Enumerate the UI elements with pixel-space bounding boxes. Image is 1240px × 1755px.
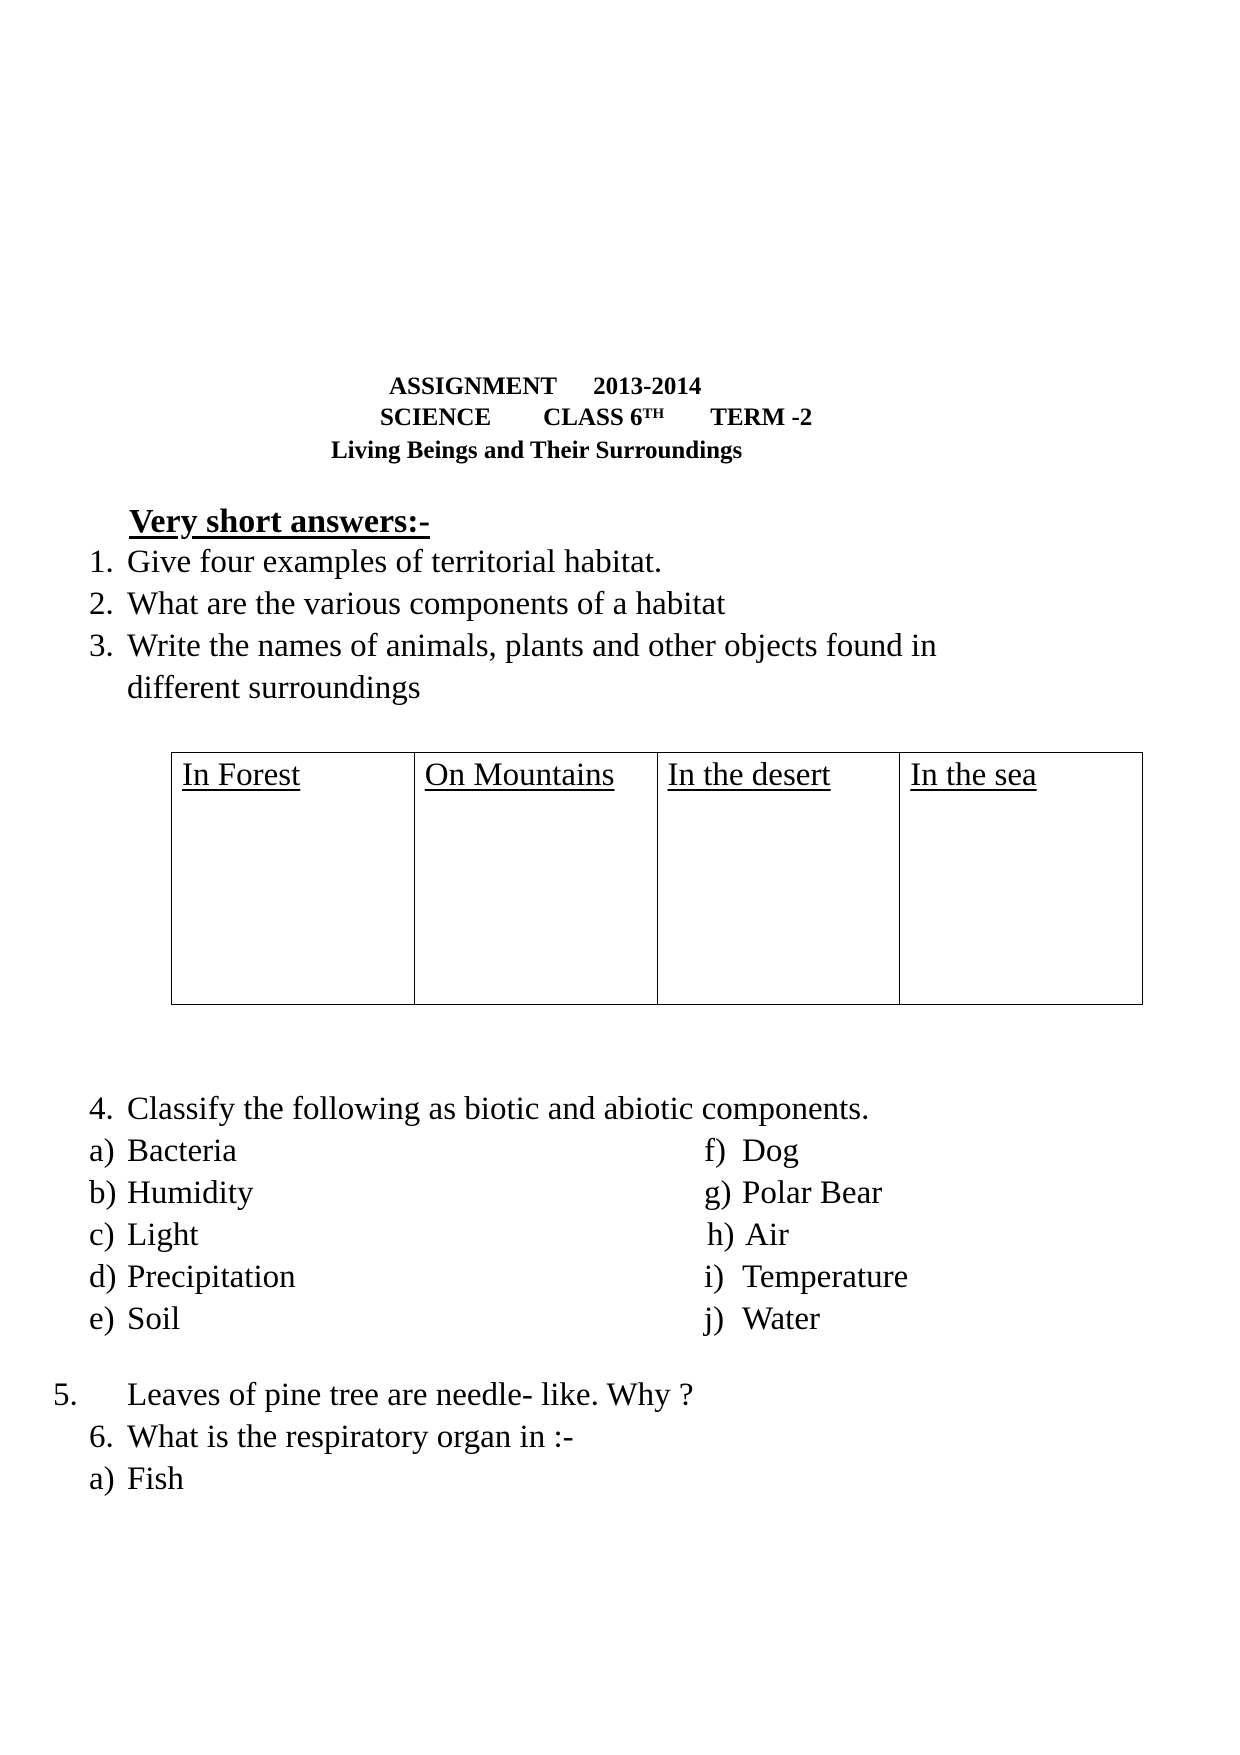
item-text: Dog [742,1133,799,1169]
question-6-item-a [89,1459,184,1499]
subject-label: SCIENCE [380,404,492,431]
table-header: On Mountains [424,757,615,793]
table-row [172,753,1143,1005]
classify-item-b [89,1173,254,1213]
header-line-2 [380,403,812,433]
assignment-year: 2013-2014 [593,373,702,400]
item-label: g) [704,1175,732,1211]
term-label: TERM -2 [710,404,813,431]
question-3 [89,626,937,666]
question-text-line-1: Write the names of animals, plants and other objects found in [127,628,937,664]
item-text: Light [127,1217,199,1253]
item-text: Soil [127,1301,181,1337]
item-label: i) [704,1259,725,1295]
classify-item-e [89,1299,180,1339]
item-text: Precipitation [127,1259,296,1295]
classify-item-d [89,1257,296,1297]
classify-item-c [89,1215,199,1255]
section-title: Very short answers:- [129,503,430,540]
question-number: 1. [89,544,114,580]
table-header: In Forest [182,757,301,793]
question-text: Leaves of pine tree are needle- like. Why ? [127,1377,694,1413]
class-suffix: TH [642,406,665,422]
item-text: Temperature [742,1259,909,1295]
classify-item-i [704,1257,908,1297]
question-text: What are the various components of a habitat [127,586,726,622]
question-number: 5. [53,1377,78,1413]
item-label: e) [89,1301,115,1337]
question-6 [89,1417,574,1457]
assignment-label: ASSIGNMENT [389,373,558,400]
question-5 [53,1375,694,1415]
item-label: b) [89,1175,117,1211]
table-cell-sea [900,753,1143,1005]
table-header: In the sea [910,757,1037,793]
table-cell-forest [172,753,415,1005]
classify-item-j [704,1299,820,1339]
question-4 [89,1089,869,1129]
item-text: Water [742,1301,820,1337]
question-2 [89,584,725,624]
question-text: What is the respiratory organ in :- [127,1419,574,1455]
item-text: Bacteria [127,1133,237,1169]
table-cell-desert [657,753,900,1005]
item-text: Humidity [127,1175,254,1211]
question-3-continuation: different surroundings [127,670,421,706]
table-cell-mountains [414,753,657,1005]
item-label: f) [704,1133,726,1169]
item-label: a) [89,1133,115,1169]
item-label: j) [704,1301,725,1337]
item-text: Polar Bear [742,1175,883,1211]
question-number: 6. [89,1419,114,1455]
class-label: CLASS 6 [543,404,643,431]
chapter-title: Living Beings and Their Surroundings [331,437,743,464]
question-number: 3. [89,628,114,664]
question-number: 4. [89,1091,114,1127]
item-text: Fish [127,1461,184,1497]
item-label: a) [89,1461,115,1497]
surroundings-table [171,752,1143,1005]
question-text: Classify the following as biotic and abiotic components. [127,1091,870,1127]
classify-item-a [89,1131,237,1171]
item-text: Air [745,1217,789,1253]
item-label: c) [89,1217,115,1253]
question-text: Give four examples of territorial habitat. [127,544,663,580]
item-label: h) [707,1217,735,1253]
question-number: 2. [89,586,114,622]
table-header: In the desert [667,757,831,793]
item-label: d) [89,1259,117,1295]
question-1 [89,542,662,582]
classify-item-h [707,1215,789,1255]
header-line-1 [389,372,701,402]
classify-item-g [704,1173,882,1213]
classify-item-f [704,1131,799,1171]
